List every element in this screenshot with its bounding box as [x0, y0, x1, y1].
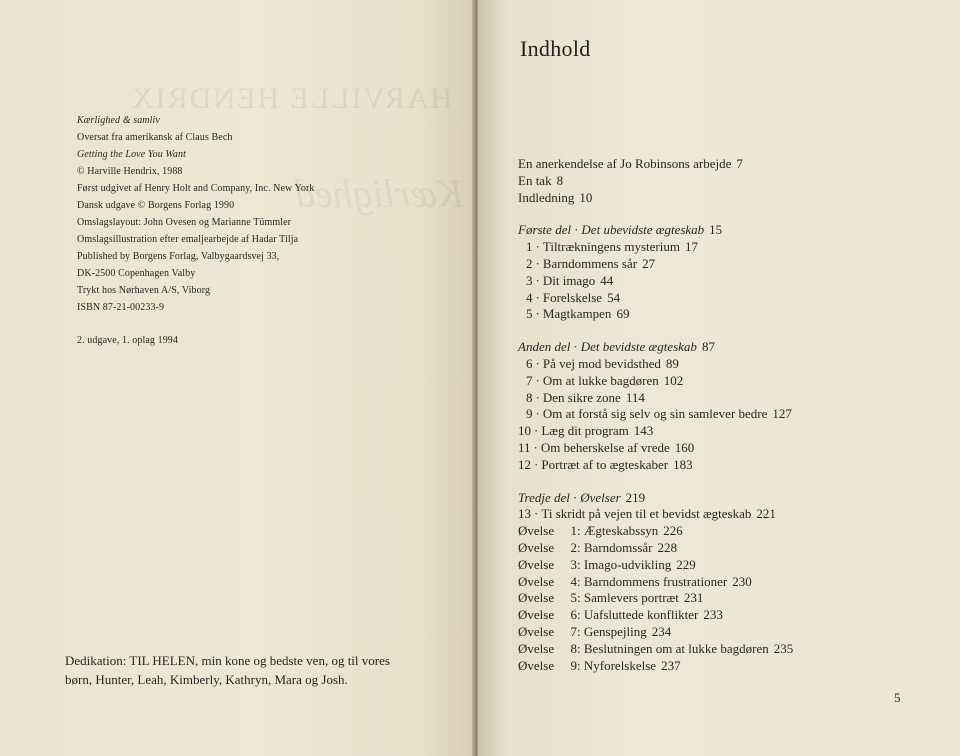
- toc-exercise: [518, 658, 948, 675]
- middle-dot: ·: [534, 423, 539, 439]
- toc-exercise: [518, 607, 948, 624]
- exercise-title: Ægteskabssyn: [583, 523, 659, 539]
- chapter-number: 8: [526, 389, 533, 405]
- chapter-number: 11: [518, 439, 531, 455]
- exercise-number: 1: [570, 523, 577, 539]
- imprint-line: Published by Borgens Forlag, Valbygaardsvej 33,: [77, 251, 280, 262]
- chapter-title: Dit imago: [542, 272, 596, 288]
- left-page: [0, 0, 474, 756]
- part-title: Øvelser: [580, 489, 621, 505]
- dedication-line: børn, Hunter, Leah, Kimberly, Kathryn, Mara og Josh.: [65, 672, 348, 687]
- toc-chapter: [518, 256, 948, 273]
- middle-dot: ·: [573, 339, 578, 355]
- chapter-title: Om beherskelse af vrede: [540, 439, 670, 455]
- imprint-line: Dansk udgave © Borgens Forlag 1990: [77, 200, 235, 211]
- toc-chapter: [518, 506, 948, 523]
- page-number: 5: [894, 690, 901, 705]
- toc-entry: [518, 173, 948, 190]
- toc-chapter: [518, 457, 948, 474]
- chapter-title: Om at lukke bagdøren: [542, 372, 659, 388]
- colon: :: [577, 657, 584, 673]
- middle-dot: ·: [535, 389, 540, 405]
- chapter-title: På vej mod bevidsthed: [542, 355, 661, 371]
- toc-exercise: [518, 574, 948, 591]
- chapter-page: 102: [663, 372, 684, 388]
- exercise-title: Barndomssår: [583, 539, 653, 555]
- chapter-page: 127: [772, 406, 792, 422]
- exercise-title: Imago-udvikling: [583, 556, 672, 572]
- chapter-title: Tiltrækningens mysterium: [542, 239, 680, 255]
- part-page: 87: [701, 339, 715, 355]
- bleed-through-ghost-text: HARVILLE HENDRIX: [130, 82, 453, 115]
- chapter-title: Den sikre zone: [542, 389, 621, 405]
- chapter-number: 5: [526, 306, 533, 322]
- imprint-line: Omslagsillustration efter emaljearbejde af Hadar Tilja: [77, 234, 299, 245]
- toc-chapter: [518, 390, 948, 407]
- chapter-title: Forelskelse: [542, 289, 603, 305]
- imprint-line: Getting the Love You Want: [77, 149, 186, 160]
- colon: :: [577, 523, 584, 539]
- exercise-page: 235: [773, 640, 794, 656]
- part-title: Det ubevidste ægteskab: [581, 222, 705, 238]
- toc-exercise: [518, 624, 948, 641]
- toc-exercise: [518, 557, 948, 574]
- chapter-number: 2: [526, 255, 533, 271]
- chapter-title: Om at forstå sig selv og sin samlever bedre: [542, 406, 768, 422]
- part-page: 219: [625, 489, 646, 505]
- exercise-label: Øvelse: [518, 556, 555, 572]
- imprint-line: DK-2500 Copenhagen Valby: [77, 268, 196, 279]
- toc-part-heading: [518, 490, 948, 507]
- chapter-page: 54: [607, 289, 621, 305]
- exercise-label: Øvelse: [518, 573, 555, 589]
- table-of-contents: [518, 156, 948, 674]
- chapter-page: 114: [625, 389, 645, 405]
- toc-spacer: [518, 474, 948, 490]
- chapter-page: 183: [673, 456, 693, 472]
- toc-chapter: [518, 440, 948, 457]
- toc-entry-title: En tak: [518, 172, 552, 188]
- chapter-page: 160: [674, 439, 695, 455]
- toc-chapter: [518, 290, 948, 307]
- chapter-number: 7: [526, 372, 533, 388]
- chapter-number: 4: [526, 289, 533, 305]
- chapter-page: 17: [684, 239, 698, 255]
- middle-dot: ·: [535, 372, 540, 388]
- toc-chapter: [518, 356, 948, 373]
- toc-entry-title: En anerkendelse af Jo Robinsons arbejde: [518, 156, 732, 171]
- toc-exercise: [518, 523, 948, 540]
- right-page: [478, 0, 960, 756]
- chapter-number: 10: [518, 423, 531, 439]
- chapter-page: 221: [756, 506, 776, 522]
- middle-dot: ·: [535, 406, 540, 422]
- toc-entry: [518, 190, 948, 207]
- toc-entry-title: Indledning: [518, 189, 575, 205]
- exercise-page: 230: [732, 573, 752, 589]
- colon: :: [577, 607, 584, 623]
- middle-dot: ·: [572, 489, 578, 505]
- exercise-label: Øvelse: [518, 590, 555, 606]
- exercise-page: 228: [657, 539, 677, 555]
- chapter-title: Portræt af to ægteskaber: [541, 456, 669, 472]
- exercise-page: 237: [661, 657, 681, 673]
- exercise-number: 3: [570, 556, 577, 572]
- chapter-number: 12: [518, 456, 531, 472]
- colon: :: [577, 623, 584, 639]
- colon: :: [577, 539, 584, 555]
- toc-part-heading: [518, 339, 948, 356]
- imprint-line: © Harville Hendrix, 1988: [77, 166, 183, 177]
- toc-exercise: [518, 590, 948, 607]
- middle-dot: ·: [535, 255, 540, 271]
- exercise-page: 231: [683, 590, 704, 606]
- part-label: Anden del: [518, 339, 571, 355]
- chapter-page: 27: [642, 255, 656, 271]
- toc-entry-page: 8: [556, 172, 564, 188]
- exercise-number: 7: [570, 623, 577, 639]
- chapter-number: 9: [526, 406, 533, 422]
- toc-entry-page: 10: [579, 189, 593, 205]
- imprint-line: Trykt hos Nørhaven A/S, Viborg: [77, 285, 211, 296]
- toc-exercise: [518, 540, 948, 557]
- exercise-label: Øvelse: [518, 640, 555, 656]
- chapter-title: Læg dit program: [541, 423, 629, 439]
- toc-entry: [518, 156, 948, 173]
- bleed-through-ghost-title: Kærlighed: [295, 171, 464, 216]
- imprint-line: Først udgivet af Henry Holt and Company, Inc. New York: [77, 183, 315, 194]
- middle-dot: ·: [534, 506, 539, 522]
- exercise-number: 9: [570, 657, 577, 673]
- exercise-title: Nyforelskelse: [583, 657, 657, 673]
- colon: :: [577, 640, 584, 656]
- exercise-label: Øvelse: [518, 607, 555, 623]
- exercise-label: Øvelse: [518, 657, 555, 673]
- middle-dot: ·: [574, 222, 579, 238]
- middle-dot: ·: [535, 306, 540, 322]
- imprint-line: Oversat fra amerikansk af Claus Bech: [77, 132, 233, 143]
- middle-dot: ·: [534, 456, 539, 472]
- exercise-page: 226: [663, 523, 683, 539]
- colon: :: [577, 590, 584, 606]
- exercise-label: Øvelse: [518, 523, 555, 539]
- toc-part-heading: [518, 222, 948, 239]
- toc-spacer: [518, 323, 948, 339]
- part-title: Det bevidste ægteskab: [580, 339, 697, 355]
- exercise-title: Genspejling: [583, 623, 647, 639]
- toc-spacer: [518, 206, 948, 222]
- chapter-page: 44: [600, 272, 614, 288]
- imprint-lines: [77, 112, 407, 316]
- exercise-number: 6: [570, 607, 577, 623]
- exercise-title: Barndommens frustrationer: [583, 573, 728, 589]
- colon: :: [577, 573, 584, 589]
- exercise-title: Beslutningen om at lukke bagdøren: [583, 640, 769, 656]
- imprint-block: [77, 112, 407, 349]
- middle-dot: ·: [535, 239, 540, 255]
- edition-line: 2. udgave, 1. oplag 1994: [77, 335, 178, 346]
- toc-chapter: [518, 306, 948, 323]
- middle-dot: ·: [535, 289, 540, 305]
- chapter-page: 143: [633, 423, 654, 439]
- chapter-number: 1: [526, 239, 533, 255]
- exercise-number: 5: [570, 590, 577, 606]
- exercise-page: 229: [676, 556, 696, 572]
- toc-chapter: [518, 273, 948, 290]
- chapter-number: 13: [518, 506, 531, 522]
- exercise-number: 4: [570, 573, 577, 589]
- middle-dot: ·: [533, 439, 538, 455]
- page-title: Indhold: [520, 36, 591, 61]
- part-page: 15: [709, 222, 723, 238]
- chapter-number: 6: [526, 355, 533, 371]
- part-label: Tredje del: [518, 489, 570, 505]
- toc-chapter: [518, 239, 948, 256]
- part-label: Første del: [518, 222, 572, 238]
- exercise-number: 2: [570, 539, 577, 555]
- chapter-title: Ti skridt på vejen til et bevidst ægteskab: [541, 506, 752, 522]
- middle-dot: ·: [535, 355, 540, 371]
- chapter-title: Magtkampen: [542, 306, 612, 322]
- exercise-title: Samlevers portræt: [583, 590, 679, 606]
- imprint-line: Omslagslayout: John Ovesen og Marianne Tümmler: [77, 217, 292, 228]
- toc-entry-page: 7: [736, 156, 743, 171]
- imprint-line: ISBN 87-21-00233-9: [77, 302, 165, 313]
- toc-chapter: [518, 406, 948, 423]
- imprint-line: Kærlighed & samliv: [77, 115, 160, 126]
- colon: :: [577, 556, 584, 572]
- exercise-page: 233: [703, 607, 723, 623]
- middle-dot: ·: [535, 272, 540, 288]
- toc-chapter: [518, 423, 948, 440]
- exercise-page: 234: [651, 623, 672, 639]
- exercise-number: 8: [570, 640, 577, 656]
- toc-chapter: [518, 373, 948, 390]
- toc-exercise: [518, 641, 948, 658]
- chapter-number: 3: [526, 272, 533, 288]
- dedication: [65, 651, 443, 689]
- exercise-label: Øvelse: [518, 539, 555, 555]
- chapter-page: 89: [665, 355, 679, 371]
- exercise-label: Øvelse: [518, 623, 555, 639]
- chapter-page: 69: [616, 306, 630, 322]
- dedication-line: Dedikation: TIL HELEN, min kone og bedste ven, og til vores: [65, 653, 390, 668]
- chapter-title: Barndommens sår: [542, 255, 638, 271]
- exercise-title: Uafsluttede konflikter: [583, 607, 699, 623]
